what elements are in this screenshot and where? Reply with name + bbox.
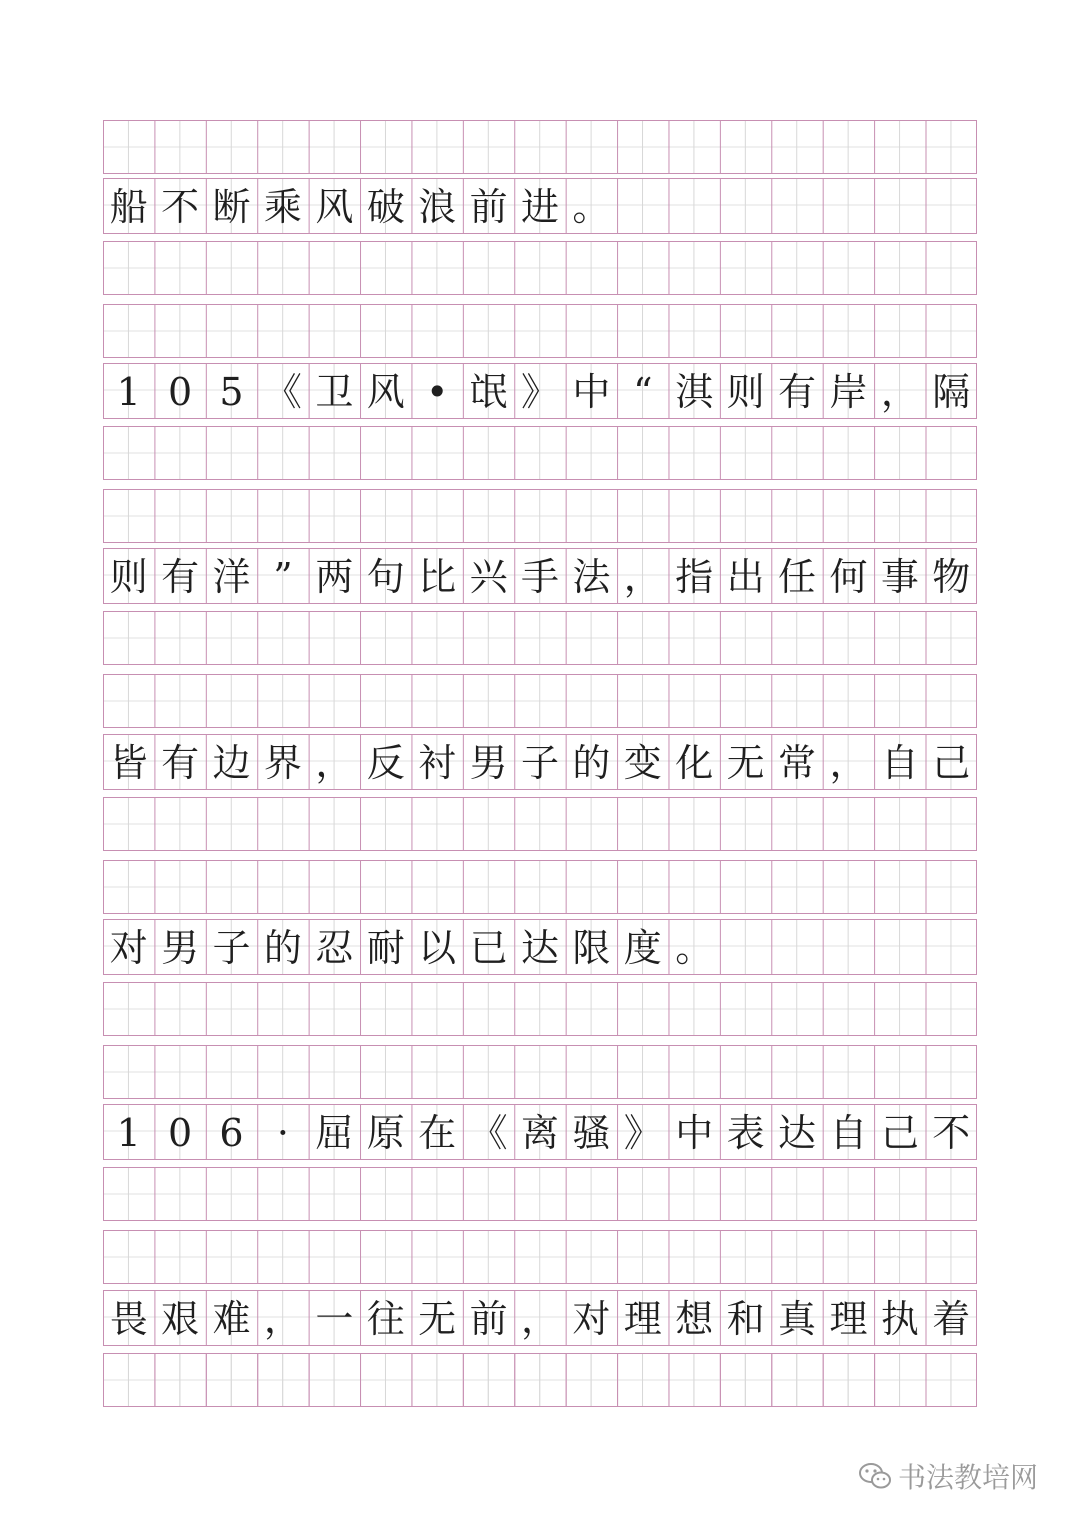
character-cell: 事 [880, 555, 919, 599]
character-cell: 进 [520, 185, 559, 229]
character-cell: ， [315, 741, 354, 785]
character-cell: 两 [315, 555, 354, 599]
character-cell: 不 [932, 1111, 971, 1155]
character-cell: ， [829, 741, 868, 785]
character-cell: ” [273, 555, 293, 599]
character-cell: 卫 [315, 370, 354, 414]
character-cell: 不 [161, 185, 200, 229]
character-cell: 淇 [675, 370, 714, 414]
character-cell: 己 [880, 1111, 919, 1155]
character-cell: 畏 [109, 1297, 148, 1341]
character-cell: 前 [469, 185, 508, 229]
character-cell: 0 [168, 1111, 193, 1155]
character-cell: 5 [219, 370, 244, 414]
character-cell: ， [263, 1297, 302, 1341]
character-cell: 骚 [572, 1111, 611, 1155]
character-cell: 在 [418, 1111, 457, 1155]
character-cell: 变 [623, 741, 662, 785]
character-cell [926, 179, 977, 235]
character-cell: 化 [675, 741, 714, 785]
text-grid-row [103, 919, 977, 975]
blank-grid-row [103, 1230, 977, 1284]
character-cell: 无 [418, 1297, 457, 1341]
character-cell: 指 [675, 555, 714, 599]
character-cell: 反 [366, 741, 405, 785]
character-cell: 《 [469, 1111, 508, 1155]
character-cell: 。 [572, 185, 611, 229]
character-cell: 6 [219, 1111, 244, 1155]
character-cell: 有 [778, 370, 817, 414]
character-cell: 对 [572, 1297, 611, 1341]
character-cell [771, 179, 822, 235]
character-cell: 出 [726, 555, 765, 599]
text-grid-row [103, 178, 977, 234]
character-cell: 原 [366, 1111, 405, 1155]
character-cell: 一 [315, 1297, 354, 1341]
text-grid-row [103, 548, 977, 604]
character-cell: 则 [109, 555, 148, 599]
blank-grid-row [103, 611, 977, 665]
character-cell: 忍 [315, 926, 354, 970]
character-cell [669, 179, 720, 235]
character-cell [617, 179, 668, 235]
text-grid-row [103, 1104, 977, 1160]
character-cell: 对 [109, 926, 148, 970]
character-cell: 物 [932, 555, 971, 599]
character-cell: 隔 [932, 370, 971, 414]
blank-grid-row [103, 674, 977, 728]
character-cell [823, 920, 874, 976]
character-cell: 想 [675, 1297, 714, 1341]
character-cell: 自 [880, 741, 919, 785]
character-cell: 难 [212, 1297, 251, 1341]
character-cell: 男 [161, 926, 200, 970]
watermark [858, 1456, 1038, 1496]
blank-grid-row [103, 241, 977, 295]
character-cell: 艰 [161, 1297, 200, 1341]
character-cell: 1 [116, 1111, 141, 1155]
character-cell: 和 [726, 1297, 765, 1341]
character-cell: 中 [572, 370, 611, 414]
character-cell: 无 [726, 741, 765, 785]
character-cell: 子 [212, 926, 251, 970]
practice-sheet [103, 120, 977, 1408]
character-cell: 己 [932, 741, 971, 785]
character-cell: 任 [778, 555, 817, 599]
blank-grid-row [103, 797, 977, 851]
watermark-text: 书法教培网 [898, 1461, 1039, 1494]
character-cell [823, 179, 874, 235]
character-cell: ， [880, 370, 919, 414]
character-cell: 风 [315, 185, 354, 229]
wechat-icon [858, 1461, 892, 1491]
character-cell: 衬 [418, 741, 457, 785]
character-cell: 比 [418, 555, 457, 599]
character-cell: 句 [366, 555, 405, 599]
blank-grid-row [103, 1353, 977, 1407]
character-cell: 边 [212, 741, 251, 785]
character-cell: 有 [161, 741, 200, 785]
blank-grid-row [103, 982, 977, 1036]
character-cell: • [425, 370, 449, 414]
character-cell: 0 [168, 370, 193, 414]
character-cell: 已 [469, 926, 508, 970]
character-cell: 理 [623, 1297, 662, 1341]
character-cell: 氓 [469, 370, 508, 414]
character-cell [874, 179, 925, 235]
character-cell: 。 [675, 926, 714, 970]
character-cell: · [276, 1111, 289, 1155]
character-cell: 前 [469, 1297, 508, 1341]
blank-grid-row [103, 120, 977, 174]
character-cell: 表 [726, 1111, 765, 1155]
character-cell: 何 [829, 555, 868, 599]
character-cell: 着 [932, 1297, 971, 1341]
character-cell: 执 [880, 1297, 919, 1341]
character-cell: 屈 [315, 1111, 354, 1155]
character-cell: 男 [469, 741, 508, 785]
character-cell: 船 [109, 185, 148, 229]
character-cell: ， [623, 555, 662, 599]
character-cell: 破 [366, 185, 405, 229]
character-cell: 兴 [469, 555, 508, 599]
blank-grid-row [103, 426, 977, 480]
character-cell: 断 [212, 185, 251, 229]
character-cell: 1 [116, 370, 141, 414]
character-cell: 自 [829, 1111, 868, 1155]
character-cell: 达 [520, 926, 559, 970]
character-cell: 达 [778, 1111, 817, 1155]
character-cell: 常 [778, 741, 817, 785]
character-cell: 的 [263, 926, 302, 970]
character-cell: 真 [778, 1297, 817, 1341]
character-cell [771, 920, 822, 976]
character-cell [926, 920, 977, 976]
character-cell [720, 179, 771, 235]
character-cell: 《 [263, 370, 302, 414]
character-cell: 有 [161, 555, 200, 599]
character-cell: 乘 [263, 185, 302, 229]
character-cell: 往 [366, 1297, 405, 1341]
character-cell: “ [633, 370, 653, 414]
character-cell: 则 [726, 370, 765, 414]
text-grid-row [103, 363, 977, 419]
character-cell: 皆 [109, 741, 148, 785]
character-cell: 风 [366, 370, 405, 414]
character-cell: 限 [572, 926, 611, 970]
character-cell: 》 [520, 370, 559, 414]
character-cell: 子 [520, 741, 559, 785]
character-cell: 法 [572, 555, 611, 599]
character-cell: 》 [623, 1111, 662, 1155]
character-cell: 耐 [366, 926, 405, 970]
character-cell: 以 [418, 926, 457, 970]
character-cell: 岸 [829, 370, 868, 414]
text-grid-row [103, 1290, 977, 1346]
character-cell: 界 [263, 741, 302, 785]
character-cell: 洋 [212, 555, 251, 599]
blank-grid-row [103, 1045, 977, 1099]
blank-grid-row [103, 1167, 977, 1221]
character-cell: 手 [520, 555, 559, 599]
character-cell: 浪 [418, 185, 457, 229]
text-grid-row [103, 734, 977, 790]
character-cell [720, 920, 771, 976]
character-cell: ， [520, 1297, 559, 1341]
character-cell: 离 [520, 1111, 559, 1155]
blank-grid-row [103, 489, 977, 543]
character-cell: 理 [829, 1297, 868, 1341]
character-cell: 的 [572, 741, 611, 785]
blank-grid-row [103, 860, 977, 914]
character-cell [874, 920, 925, 976]
character-cell: 中 [675, 1111, 714, 1155]
character-cell: 度 [623, 926, 662, 970]
blank-grid-row [103, 304, 977, 358]
